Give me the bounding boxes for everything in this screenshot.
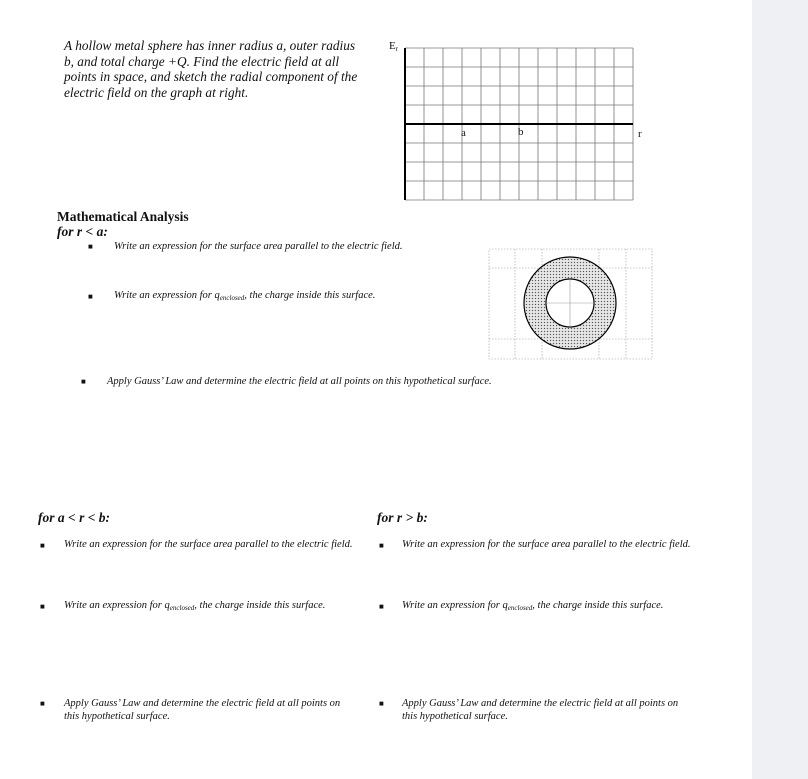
section-heading: Mathematical Analysis: [57, 209, 189, 224]
bullet-icon: ■: [379, 699, 384, 708]
region2-item-gauss: [64, 697, 340, 723]
region1-item-area: Write an expression for the surface area parallel to the electric field.: [114, 241, 403, 252]
y-axis-label: $E_r$: [389, 40, 399, 53]
region3-item-gauss-line: Apply Gauss’ Law and determine the electric field at all points on: [402, 698, 679, 709]
region3-item-gauss: [402, 697, 678, 723]
region2-item-area: Write an expression for the surface area parallel to the electric field.: [64, 539, 353, 550]
problem-line: points in space, and sketch the radial component of the: [64, 69, 358, 84]
region3-item-charge: Write an expression for $q_{enclosed}$, the charge inside this surface.: [402, 600, 664, 612]
bullet-icon: ■: [88, 242, 93, 251]
region2-item-charge: Write an expression for $q_{enclosed}$, the charge inside this surface.: [64, 600, 326, 612]
region1-item-gauss: Apply Gauss’ Law and determine the electric field at all points on this hypothetical surface.: [107, 376, 492, 387]
region2-item-gauss-line: Apply Gauss’ Law and determine the electric field at all points on: [64, 698, 341, 709]
bullet-icon: ■: [88, 292, 93, 301]
problem-line: A hollow metal sphere has inner radius a, outer radius: [64, 38, 356, 53]
tick-label-a: a: [461, 127, 466, 139]
sphere-cross-section: [486, 246, 656, 362]
problem-statement: [64, 38, 364, 100]
problem-line: b, and total charge +Q. Find the electric field at all: [64, 53, 340, 69]
bullet-icon: ■: [40, 541, 45, 550]
right-sidebar: [752, 0, 808, 779]
region3-item-area: Write an expression for the surface area parallel to the electric field.: [402, 539, 691, 550]
region1-title: for r < a:: [57, 224, 108, 239]
region2-title: for a < r < b:: [38, 510, 111, 525]
bullet-icon: ■: [379, 602, 384, 611]
field-graph: [400, 44, 640, 204]
tick-label-b: b: [518, 126, 524, 138]
x-axis-label: r: [638, 128, 642, 140]
bullet-icon: ■: [40, 699, 45, 708]
bullet-icon: ■: [81, 377, 86, 386]
problem-line: electric field on the graph at right.: [64, 84, 249, 100]
region2-item-gauss-line: this hypothetical surface.: [64, 711, 170, 722]
region1-item-charge: Write an expression for $q_{enclosed}$, the charge inside this surface.: [114, 290, 376, 302]
region3-item-gauss-line: this hypothetical surface.: [402, 711, 508, 722]
region3-title: for r > b:: [377, 510, 428, 525]
bullet-icon: ■: [40, 602, 45, 611]
bullet-icon: ■: [379, 541, 384, 550]
